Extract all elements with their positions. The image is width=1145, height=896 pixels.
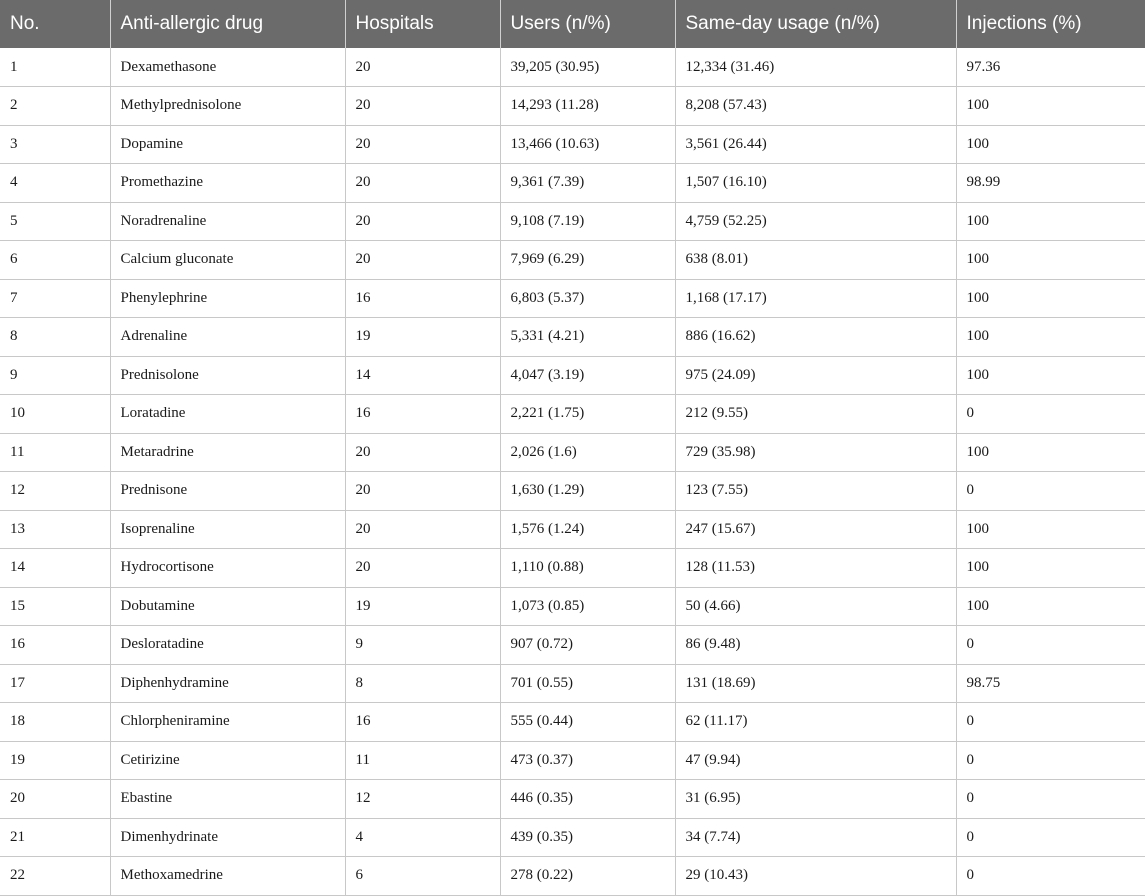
cell-no: 10 [0, 395, 110, 434]
cell-drug: Methylprednisolone [110, 87, 345, 126]
cell-drug: Ebastine [110, 780, 345, 819]
cell-users: 14,293 (11.28) [500, 87, 675, 126]
cell-no: 16 [0, 626, 110, 665]
table-row [0, 857, 1145, 896]
table-row [0, 87, 1145, 126]
cell-users: 278 (0.22) [500, 857, 675, 896]
cell-same-day-usage: 1,168 (17.17) [675, 279, 956, 318]
cell-injections: 0 [956, 741, 1145, 780]
cell-injections: 100 [956, 549, 1145, 588]
cell-users: 2,221 (1.75) [500, 395, 675, 434]
cell-injections: 0 [956, 703, 1145, 742]
cell-drug: Desloratadine [110, 626, 345, 665]
table-row [0, 818, 1145, 857]
cell-injections: 0 [956, 818, 1145, 857]
cell-hospitals: 19 [345, 587, 500, 626]
table-row [0, 279, 1145, 318]
table-row [0, 202, 1145, 241]
cell-injections: 97.36 [956, 48, 1145, 87]
cell-same-day-usage: 50 (4.66) [675, 587, 956, 626]
cell-same-day-usage: 3,561 (26.44) [675, 125, 956, 164]
cell-no: 19 [0, 741, 110, 780]
cell-hospitals: 19 [345, 318, 500, 357]
cell-drug: Metaradrine [110, 433, 345, 472]
cell-same-day-usage: 34 (7.74) [675, 818, 956, 857]
cell-hospitals: 16 [345, 395, 500, 434]
cell-users: 5,331 (4.21) [500, 318, 675, 357]
cell-users: 1,073 (0.85) [500, 587, 675, 626]
cell-hospitals: 14 [345, 356, 500, 395]
cell-same-day-usage: 123 (7.55) [675, 472, 956, 511]
header-users: Users (n/%) [500, 0, 675, 48]
cell-injections: 100 [956, 510, 1145, 549]
cell-same-day-usage: 31 (6.95) [675, 780, 956, 819]
cell-hospitals: 20 [345, 48, 500, 87]
cell-same-day-usage: 131 (18.69) [675, 664, 956, 703]
cell-hospitals: 9 [345, 626, 500, 665]
table-row [0, 125, 1145, 164]
cell-no: 1 [0, 48, 110, 87]
cell-same-day-usage: 86 (9.48) [675, 626, 956, 665]
cell-no: 2 [0, 87, 110, 126]
cell-no: 22 [0, 857, 110, 896]
cell-hospitals: 20 [345, 549, 500, 588]
table-row [0, 741, 1145, 780]
cell-hospitals: 16 [345, 279, 500, 318]
header-drug: Anti-allergic drug [110, 0, 345, 48]
cell-no: 13 [0, 510, 110, 549]
cell-same-day-usage: 29 (10.43) [675, 857, 956, 896]
cell-same-day-usage: 128 (11.53) [675, 549, 956, 588]
cell-no: 5 [0, 202, 110, 241]
header-row [0, 0, 1145, 48]
cell-hospitals: 8 [345, 664, 500, 703]
cell-no: 15 [0, 587, 110, 626]
cell-hospitals: 12 [345, 780, 500, 819]
cell-drug: Loratadine [110, 395, 345, 434]
cell-users: 1,576 (1.24) [500, 510, 675, 549]
cell-injections: 98.75 [956, 664, 1145, 703]
cell-drug: Cetirizine [110, 741, 345, 780]
cell-no: 7 [0, 279, 110, 318]
cell-users: 1,110 (0.88) [500, 549, 675, 588]
cell-injections: 98.99 [956, 164, 1145, 203]
cell-no: 21 [0, 818, 110, 857]
cell-hospitals: 20 [345, 125, 500, 164]
table-row [0, 587, 1145, 626]
cell-hospitals: 11 [345, 741, 500, 780]
cell-drug: Phenylephrine [110, 279, 345, 318]
cell-same-day-usage: 12,334 (31.46) [675, 48, 956, 87]
cell-hospitals: 20 [345, 433, 500, 472]
table-header [0, 0, 1145, 48]
cell-users: 1,630 (1.29) [500, 472, 675, 511]
cell-drug: Methoxamedrine [110, 857, 345, 896]
cell-hospitals: 20 [345, 472, 500, 511]
cell-users: 473 (0.37) [500, 741, 675, 780]
cell-no: 12 [0, 472, 110, 511]
cell-no: 6 [0, 241, 110, 280]
cell-no: 4 [0, 164, 110, 203]
table-row [0, 780, 1145, 819]
cell-users: 4,047 (3.19) [500, 356, 675, 395]
cell-users: 13,466 (10.63) [500, 125, 675, 164]
cell-users: 2,026 (1.6) [500, 433, 675, 472]
table-body [0, 48, 1145, 895]
cell-injections: 100 [956, 87, 1145, 126]
cell-users: 39,205 (30.95) [500, 48, 675, 87]
cell-no: 3 [0, 125, 110, 164]
cell-injections: 100 [956, 356, 1145, 395]
cell-same-day-usage: 975 (24.09) [675, 356, 956, 395]
cell-injections: 100 [956, 241, 1145, 280]
cell-users: 439 (0.35) [500, 818, 675, 857]
cell-injections: 100 [956, 433, 1145, 472]
cell-users: 7,969 (6.29) [500, 241, 675, 280]
cell-no: 17 [0, 664, 110, 703]
table-row [0, 318, 1145, 357]
cell-hospitals: 16 [345, 703, 500, 742]
cell-drug: Dexamethasone [110, 48, 345, 87]
cell-drug: Calcium gluconate [110, 241, 345, 280]
cell-drug: Adrenaline [110, 318, 345, 357]
cell-same-day-usage: 8,208 (57.43) [675, 87, 956, 126]
cell-same-day-usage: 638 (8.01) [675, 241, 956, 280]
cell-same-day-usage: 1,507 (16.10) [675, 164, 956, 203]
cell-injections: 0 [956, 626, 1145, 665]
cell-no: 9 [0, 356, 110, 395]
table-row [0, 241, 1145, 280]
cell-injections: 0 [956, 472, 1145, 511]
cell-users: 446 (0.35) [500, 780, 675, 819]
table-row [0, 510, 1145, 549]
cell-injections: 100 [956, 202, 1145, 241]
header-hospitals: Hospitals [345, 0, 500, 48]
cell-no: 11 [0, 433, 110, 472]
table-row [0, 356, 1145, 395]
cell-same-day-usage: 4,759 (52.25) [675, 202, 956, 241]
cell-injections: 100 [956, 279, 1145, 318]
table-row [0, 48, 1145, 87]
cell-no: 8 [0, 318, 110, 357]
table-row [0, 164, 1145, 203]
table-row [0, 703, 1145, 742]
table-row [0, 433, 1145, 472]
cell-drug: Prednisolone [110, 356, 345, 395]
cell-injections: 0 [956, 857, 1145, 896]
cell-hospitals: 20 [345, 164, 500, 203]
table-row [0, 472, 1145, 511]
cell-hospitals: 4 [345, 818, 500, 857]
cell-drug: Chlorpheniramine [110, 703, 345, 742]
table-row [0, 664, 1145, 703]
cell-injections: 100 [956, 318, 1145, 357]
cell-users: 6,803 (5.37) [500, 279, 675, 318]
cell-users: 9,108 (7.19) [500, 202, 675, 241]
cell-same-day-usage: 47 (9.94) [675, 741, 956, 780]
cell-drug: Promethazine [110, 164, 345, 203]
cell-drug: Prednisone [110, 472, 345, 511]
cell-hospitals: 20 [345, 241, 500, 280]
cell-injections: 100 [956, 125, 1145, 164]
cell-no: 18 [0, 703, 110, 742]
cell-no: 20 [0, 780, 110, 819]
cell-hospitals: 6 [345, 857, 500, 896]
cell-drug: Dimenhydrinate [110, 818, 345, 857]
cell-same-day-usage: 729 (35.98) [675, 433, 956, 472]
table-row [0, 549, 1145, 588]
table-row [0, 395, 1145, 434]
cell-drug: Hydrocortisone [110, 549, 345, 588]
cell-injections: 0 [956, 395, 1145, 434]
cell-hospitals: 20 [345, 202, 500, 241]
cell-drug: Noradrenaline [110, 202, 345, 241]
cell-same-day-usage: 62 (11.17) [675, 703, 956, 742]
cell-same-day-usage: 247 (15.67) [675, 510, 956, 549]
header-same-day-usage: Same-day usage (n/%) [675, 0, 956, 48]
cell-users: 701 (0.55) [500, 664, 675, 703]
cell-users: 555 (0.44) [500, 703, 675, 742]
cell-same-day-usage: 212 (9.55) [675, 395, 956, 434]
cell-hospitals: 20 [345, 510, 500, 549]
cell-drug: Isoprenaline [110, 510, 345, 549]
header-injections: Injections (%) [966, 13, 1082, 34]
cell-no: 14 [0, 549, 110, 588]
cell-drug: Dopamine [110, 125, 345, 164]
cell-users: 9,361 (7.39) [500, 164, 675, 203]
cell-same-day-usage: 886 (16.62) [675, 318, 956, 357]
cell-hospitals: 20 [345, 87, 500, 126]
header-no: No. [0, 0, 110, 48]
cell-users: 907 (0.72) [500, 626, 675, 665]
table-row [0, 626, 1145, 665]
cell-drug: Dobutamine [110, 587, 345, 626]
cell-injections: 0 [956, 780, 1145, 819]
cell-drug: Diphenhydramine [110, 664, 345, 703]
cell-injections: 100 [956, 587, 1145, 626]
